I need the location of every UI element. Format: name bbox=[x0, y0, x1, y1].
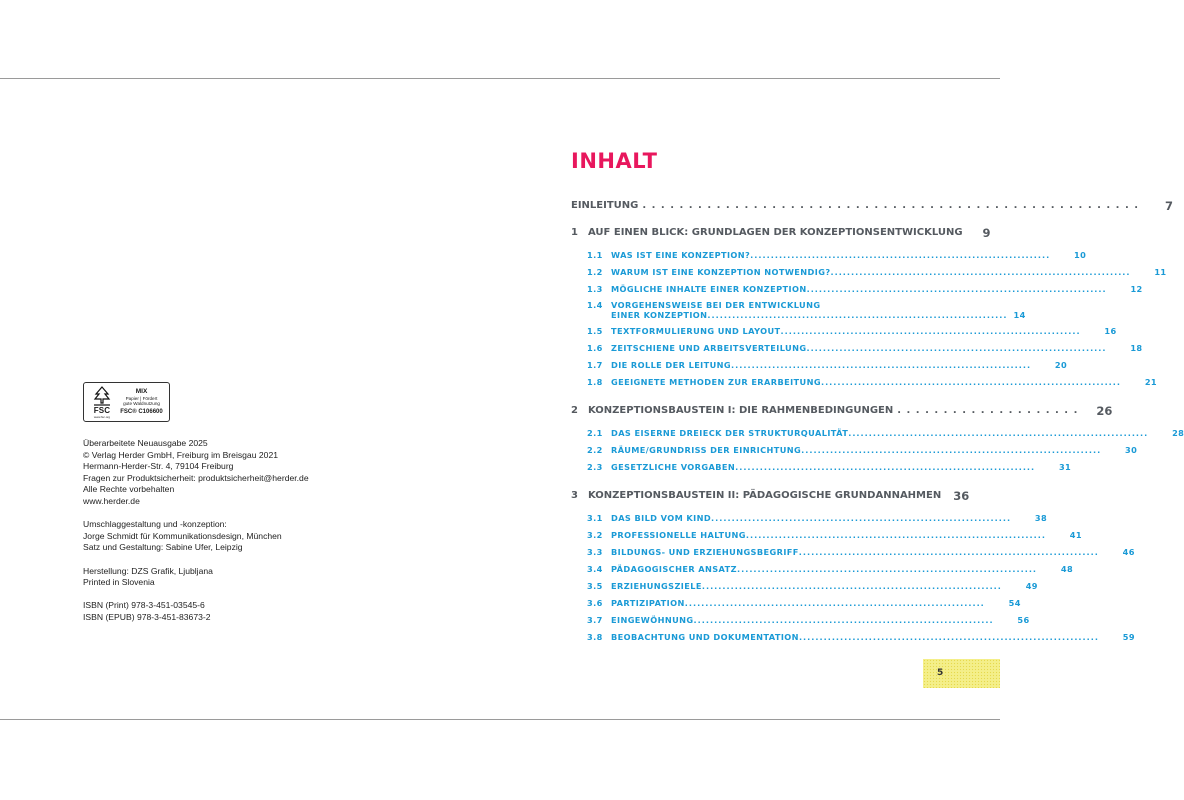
imprint-line: Herstellung: DZS Grafik, Ljubljana bbox=[83, 565, 213, 576]
toc-section-2-2[interactable] bbox=[587, 445, 1138, 455]
section-label: MÖGLICHE INHALTE EINER KONZEPTION bbox=[611, 284, 807, 294]
section-page: 49 bbox=[1025, 581, 1038, 591]
section-label: BEOBACHTUNG UND DOKUMENTATION bbox=[611, 632, 799, 642]
leader-dots: ......................................................................... bbox=[707, 310, 1008, 320]
section-number: 3.8 bbox=[587, 632, 603, 642]
section-label: PARTIZIPATION bbox=[611, 598, 685, 608]
leader-dots: ......................................................................... bbox=[801, 445, 1102, 455]
section-number: 1.7 bbox=[587, 360, 603, 370]
section-page: 20 bbox=[1054, 360, 1068, 370]
section-page: 48 bbox=[1060, 564, 1074, 574]
leader-dots: ......................................................................... bbox=[798, 632, 1099, 642]
toc-section-2-1[interactable] bbox=[587, 428, 1184, 438]
leader-dots: ......................................................................... bbox=[830, 267, 1131, 277]
section-label-continued: EINER KONZEPTION bbox=[611, 310, 708, 320]
chapter-number: 3 bbox=[571, 490, 578, 501]
fsc-url: www.fsc.org bbox=[93, 415, 111, 419]
fsc-mix: MIX bbox=[135, 388, 148, 396]
section-label: DAS EISERNE DREIECK DER STRUKTURQUALITÄT bbox=[611, 428, 849, 438]
section-number: 2.2 bbox=[587, 445, 603, 455]
section-label: VORGEHENSWEISE BEI DER ENTWICKLUNG bbox=[611, 300, 821, 310]
toc-section-3-1[interactable] bbox=[587, 513, 1048, 523]
section-number: 3.1 bbox=[587, 513, 603, 523]
section-label: DAS BILD VOM KIND bbox=[611, 513, 712, 523]
imprint-block-isbn bbox=[83, 600, 343, 623]
toc-section-1-8[interactable] bbox=[587, 377, 1158, 387]
imprint-line: Jorge Schmidt für Kommunikationsdesign, München bbox=[83, 530, 282, 541]
section-page: 46 bbox=[1122, 547, 1135, 557]
section-number: 1.5 bbox=[587, 326, 603, 336]
toc-section-1-5[interactable] bbox=[587, 326, 1117, 336]
chapter-page: 9 bbox=[982, 226, 991, 240]
section-label: ZEITSCHIENE UND ARBEITSVERTEILUNG bbox=[611, 343, 807, 353]
leader-dots: ......................................................................... bbox=[701, 581, 1002, 591]
page-number: 5 bbox=[937, 668, 944, 678]
section-number: 1.3 bbox=[587, 284, 603, 294]
leader-dots: ......................................................................... bbox=[780, 326, 1081, 336]
imprint-line: Überarbeitete Neuausgabe 2025 bbox=[83, 438, 208, 448]
section-number: 3.7 bbox=[587, 615, 603, 625]
chapter-label: AUF EINEN BLICK: GRUNDLAGEN DER KONZEPTIONSENTWICKLUNG bbox=[588, 227, 963, 238]
leader-dots: ......................................................................... bbox=[820, 377, 1122, 387]
section-label: WARUM IST EINE KONZEPTION NOTWENDIG? bbox=[611, 267, 831, 277]
section-page: 30 bbox=[1125, 445, 1138, 455]
toc-section-3-6[interactable] bbox=[587, 598, 1021, 608]
section-number: 2.3 bbox=[587, 462, 603, 472]
imprint-line: Printed in Slovenia bbox=[83, 577, 155, 588]
book-spread bbox=[0, 78, 1184, 720]
toc-section-1-4[interactable] bbox=[587, 300, 1026, 320]
section-number: 1.2 bbox=[587, 267, 603, 277]
section-number: 3.2 bbox=[587, 530, 603, 540]
chapter-page: 26 bbox=[1096, 404, 1113, 418]
imprint-line: Satz und Gestaltung: Sabine Ufer, Leipzig bbox=[83, 542, 243, 553]
section-page: 16 bbox=[1104, 326, 1117, 336]
toc-section-3-8[interactable] bbox=[587, 632, 1135, 642]
fsc-letters: FSC bbox=[93, 406, 111, 415]
leader-dots: ......................................................................... bbox=[684, 598, 985, 608]
leader-dots: ......................................................................... bbox=[750, 250, 1051, 260]
fsc-tree-icon bbox=[87, 385, 117, 419]
section-label: TEXTFORMULIERUNG UND LAYOUT bbox=[611, 326, 781, 336]
leader-dots: ......................................................................... bbox=[848, 428, 1149, 438]
section-page: 38 bbox=[1034, 513, 1048, 523]
imprint-block-publisher bbox=[83, 438, 343, 508]
section-label: BILDUNGS- UND ERZIEHUNGSBEGRIFF bbox=[611, 547, 799, 557]
toc-chapter-3[interactable] bbox=[571, 489, 970, 503]
section-label: RÄUME/GRUNDRISS DER EINRICHTUNG bbox=[611, 445, 802, 455]
section-page: 18 bbox=[1130, 343, 1143, 353]
toc-section-3-3[interactable] bbox=[587, 547, 1135, 557]
section-page: 10 bbox=[1074, 250, 1087, 260]
section-page: 54 bbox=[1008, 598, 1021, 608]
section-page: 41 bbox=[1069, 530, 1082, 540]
leader-dots: . . . . . . . . . . . . . . . . . . . . bbox=[897, 405, 1079, 416]
section-label: ERZIEHUNGSZIELE bbox=[611, 581, 702, 591]
fsc-label bbox=[83, 382, 170, 422]
section-page: 59 bbox=[1122, 632, 1135, 642]
toc-title: INHALT bbox=[571, 149, 658, 173]
imprint-line: Umschlaggestaltung und -konzeption: bbox=[83, 519, 227, 530]
section-number: 1.1 bbox=[587, 250, 603, 260]
toc-section-3-7[interactable] bbox=[587, 615, 1030, 625]
leader-dots: ......................................................................... bbox=[798, 547, 1099, 557]
section-page: 28 bbox=[1172, 428, 1184, 438]
section-label: PÄDAGOGISCHER ANSATZ bbox=[611, 564, 737, 574]
leader-dots: ......................................................................... bbox=[711, 513, 1012, 523]
toc-chapter-1[interactable] bbox=[571, 226, 991, 240]
imprint bbox=[83, 438, 343, 635]
chapter-label: KONZEPTIONSBAUSTEIN I: DIE RAHMENBEDINGUNGEN bbox=[588, 405, 894, 416]
section-number: 3.5 bbox=[587, 581, 603, 591]
section-number: 2.1 bbox=[587, 428, 603, 438]
section-label: WAS IST EINE KONZEPTION? bbox=[611, 250, 751, 260]
section-page: 31 bbox=[1058, 462, 1072, 472]
chapter-number: 1 bbox=[571, 227, 578, 238]
chapter-label: KONZEPTIONSBAUSTEIN II: PÄDAGOGISCHE GRUNDANNAHMEN bbox=[588, 490, 942, 501]
section-label: DIE ROLLE DER LEITUNG bbox=[611, 360, 732, 370]
fsc-line2: gute Waldnutzung bbox=[123, 400, 160, 406]
imprint-line: ISBN (EPUB) 978-3-451-83673-2 bbox=[83, 611, 211, 622]
section-number: 1.8 bbox=[587, 377, 603, 387]
imprint-line: ISBN (Print) 978-3-451-03545-6 bbox=[83, 600, 205, 611]
leader-dots: ......................................................................... bbox=[806, 284, 1107, 294]
leader-dots: ......................................................................... bbox=[745, 530, 1046, 540]
leader-dots: ......................................................................... bbox=[693, 615, 994, 625]
chapter-number: 2 bbox=[571, 405, 578, 416]
section-label: GEEIGNETE METHODEN ZUR ERARBEITUNG bbox=[611, 377, 821, 387]
section-page: 12 bbox=[1130, 284, 1143, 294]
section-label: EINGEWÖHNUNG bbox=[611, 615, 694, 625]
leader-dots: ......................................................................... bbox=[735, 462, 1036, 472]
section-number: 3.3 bbox=[587, 547, 603, 557]
section-page: 21 bbox=[1144, 377, 1158, 387]
section-page: 14 bbox=[1013, 310, 1026, 320]
leader-dots: ......................................................................... bbox=[736, 564, 1038, 574]
imprint-line: Fragen zur Produktsicherheit: produktsicherheit@herder.de bbox=[83, 472, 309, 483]
toc-chapter-2[interactable] bbox=[571, 404, 1113, 418]
imprint-line: www.herder.de bbox=[83, 495, 140, 506]
section-page: 11 bbox=[1154, 267, 1167, 277]
toc-section-3-5[interactable] bbox=[587, 581, 1038, 591]
leader-dots: ......................................................................... bbox=[731, 360, 1032, 370]
toc-section-3-2[interactable] bbox=[587, 530, 1082, 540]
fsc-text bbox=[117, 389, 166, 415]
imprint-line: Hermann-Herder-Str. 4, 79104 Freiburg bbox=[83, 461, 234, 472]
page-number-tab bbox=[923, 659, 1000, 688]
chapter-page: 36 bbox=[953, 489, 970, 503]
section-number: 3.4 bbox=[587, 564, 603, 574]
toc-section-2-3[interactable] bbox=[587, 462, 1072, 472]
toc-entry-intro[interactable] bbox=[571, 199, 1174, 213]
imprint-block-production bbox=[83, 566, 343, 589]
fsc-code: FSC® C106600 bbox=[120, 408, 163, 415]
toc-section-1-1[interactable] bbox=[587, 250, 1087, 260]
section-label: PROFESSIONELLE HALTUNG bbox=[611, 530, 746, 540]
toc-section-1-7[interactable] bbox=[587, 360, 1068, 370]
toc-section-1-2[interactable] bbox=[587, 267, 1167, 277]
section-label: GESETZLICHE VORGABEN bbox=[611, 462, 736, 472]
toc-section-1-3[interactable] bbox=[587, 284, 1143, 294]
section-page: 56 bbox=[1017, 615, 1030, 625]
section-number: 1.6 bbox=[587, 343, 603, 353]
imprint-block-design bbox=[83, 519, 343, 554]
toc-section-1-6[interactable] bbox=[587, 343, 1143, 353]
imprint-line: Alle Rechte vorbehalten bbox=[83, 484, 175, 495]
leader-dots: ......................................................................... bbox=[806, 343, 1107, 353]
toc-entry-page: 7 bbox=[1165, 199, 1174, 213]
section-number: 3.6 bbox=[587, 598, 603, 608]
section-number: 1.4 bbox=[587, 300, 603, 310]
fsc-line1: Papier | Fördert bbox=[125, 395, 158, 401]
leader-dots: . . . . . . . . . . . . . . . . . . . . . . . . . . . . . . . . . . . . . . . . . . . . . . . . . . . . . . bbox=[642, 200, 1140, 211]
imprint-line: © Verlag Herder GmbH, Freiburg im Breisgau 2021 bbox=[83, 449, 278, 460]
toc-entry-label: EINLEITUNG bbox=[571, 200, 639, 211]
toc-section-3-4[interactable] bbox=[587, 564, 1074, 574]
